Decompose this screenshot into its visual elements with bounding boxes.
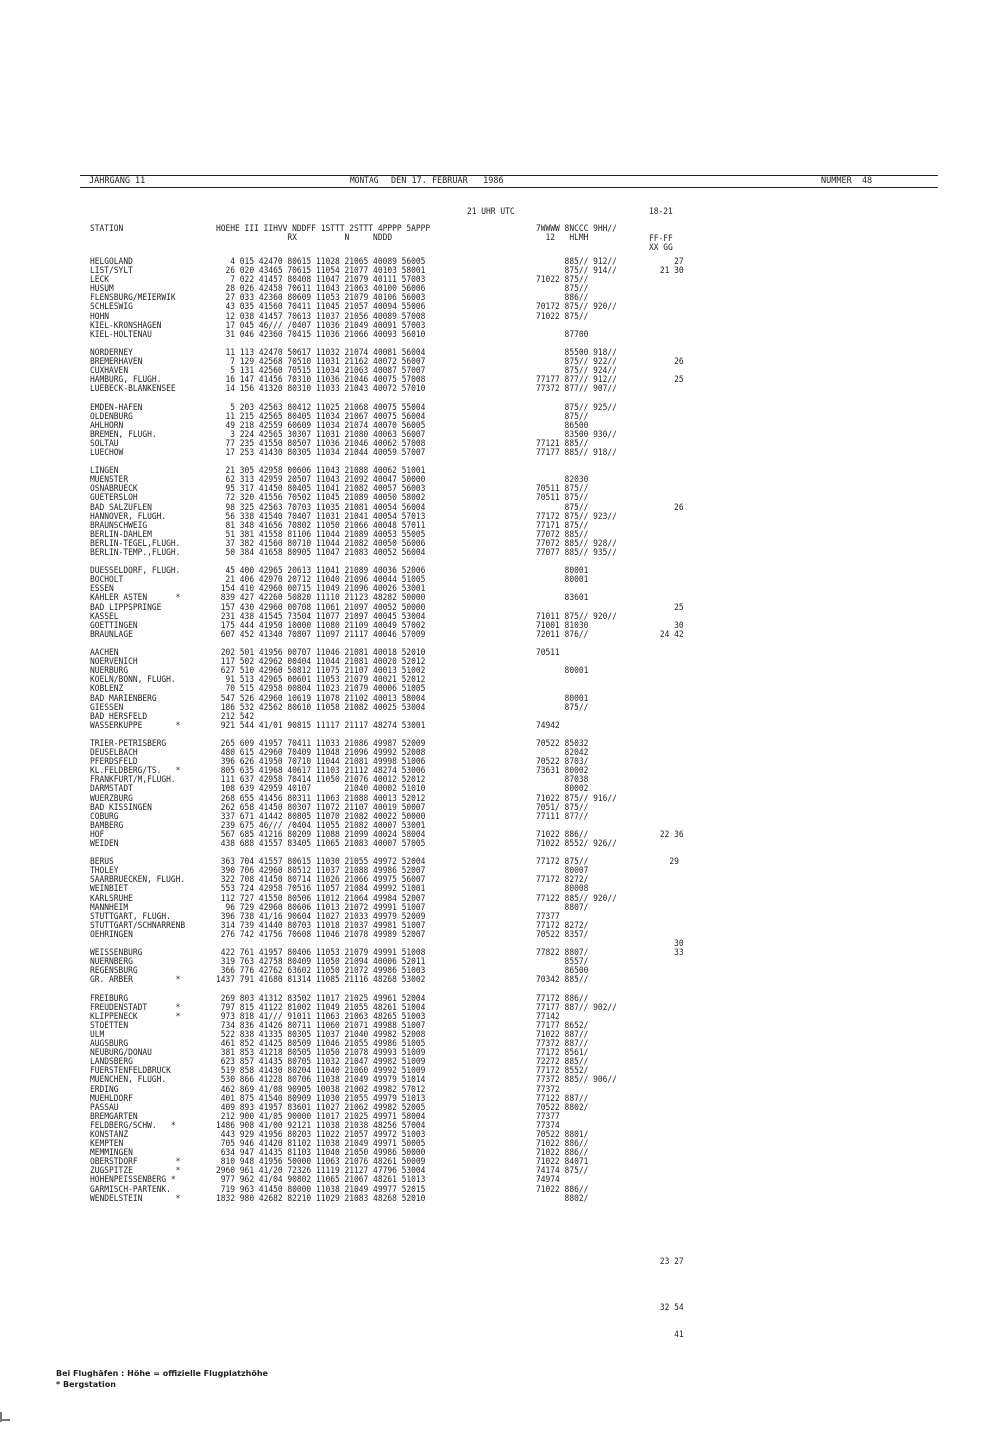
issue-weekday: MONTAG <box>350 176 379 186</box>
synop-groups: 885// 912// 875// 914// 71022 875// 875// 886// 70172 875// 920// 71022 875// 87700 85500 918// 875// 922// 875// 924// 77177 877// 912// 77372 877// 907// 875// 925// 875// 86500 83500 930// 77121 885// 77177 885// 918// 82030 70511 875// 70511 875// 875// 77172 875// 923// 77171 875// 77072 885// 77072 885// 928// 77077 885// 935// 80001 80001 83601 71011 875// 920// 71001 81030 72011 876// 70511 80001 80001 875// 74942 70522 85032 82042 70522 8703/ 73631 80002 87038 80002 71022 875// 916// 7051/ 875// 77111 877// 71022 886// 71022 8552/ 926// 77172 875// 80007 77172 8272/ 80008 77122 885// 920// 8807/ 77377 77172 8272/ 70522 8357/ 77822 8807/ 8557/ 86500 70342 885// 77172 886// 77177 887// 902// 77142 77177 8652/ 71022 887// 77372 887// 77172 8561/ 72272 885// 77172 8552/ 77372 885// 906// 77372 77122 887// 70522 8802/ 77377 77374 70522 8801/ 71022 886// 71022 886// 71022 84071 74174 875// 74974 71022 886// 8802/ <box>536 257 617 1204</box>
synop-column-header: 7WWWW 8NCCC 9HH// 12 HLMH <box>536 224 617 244</box>
observation-values: 4 015 42470 80615 11028 21065 40089 56005 26 020 43465 70615 11054 21077 40103 58001 7 022 41457 80408 11047 21079 40111 57003 28 026 42458 70611 11043 21063 40100 56006 27 033 42360 80609 11053 21079 40106 56003 43 035 41560 70411 11045 21057 40094 55006 12 038 41457 70613 11037 21056 40089 57008 17 045 46/// /0407 11036 21049 40091 57003 31 046 42360 70415 11036 21066 40093 56010 11 113 42470 50617 11032 21074 40081 56004 7 129 42568 70510 11031 21162 40072 56007 5 131 42560 70515 11034 21063 40087 57007 16 147 41456 70310 11036 21046 40075 57008 14 156 41320 80310 11033 21043 40072 57010 5 203 42563 80412 11025 21068 40075 55004 11 215 42565 80405 11034 21067 40075 56004 49 218 42559 60609 11034 21074 40070 56005 3 224 42565 30307 11031 21080 40063 56007 77 235 41550 80507 11036 21046 40062 57008 17 253 41430 80305 11034 21044 40059 57007 21 305 42958 00606 11043 21088 40062 51001 62 313 42959 20507 11043 21092 40047 50000 95 317 41450 80405 11041 21082 40057 56003 72 320 41556 70502 11045 21089 40050 58002 98 325 42563 70703 11035 21081 40054 56004 56 338 41540 70407 11031 21041 40054 57013 81 348 41656 70802 11050 21066 40048 57011 51 381 41558 81106 11044 21089 40053 55005 37 382 41560 80710 11044 21082 40050 56006 50 384 41658 80905 11047 21083 40052 56004 45 400 42965 20613 11041 21089 40036 52006 21 406 42970 20712 11040 21096 40044 51005 154 410 42960 00715 11049 21096 40026 53001 839 427 42260 50820 11110 21123 48282 50000 157 430 42960 00708 11061 21097 40052 50000 231 438 41545 73504 11077 21097 40045 53004 175 444 41950 10000 11080 21109 40049 57002 607 452 41340 70807 11097 21117 40046 57009 202 501 41956 00707 11046 21081 40018 52010 117 502 42962 00404 11044 21081 40020 52012 627 510 42960 50812 11075 21107 40013 51002 91 513 42965 00601 11053 21079 40021 52012 70 515 42958 00804 11023 21079 40006 51005 547 526 42960 10619 11078 21102 40013 58004 186 532 42562 80610 11058 21082 40025 53004 212 542 921 544 41/01 90815 11117 21117 48274 53001 265 609 41957 70411 11033 21086 49987 52009 480 615 42960 70409 11048 21096 49992 52008 396 626 41950 70710 11044 21081 49998 51006 805 635 41968 40617 11103 21112 48274 53006 111 637 42958 70414 11050 21076 40012 52012 108 639 42959 40107 21040 40002 51010 268 655 41456 80311 11063 21088 40013 52012 262 658 41450 80307 11072 21107 40019 50007 337 671 41442 80805 11070 21082 40022 50000 239 675 46/// /0404 11055 21082 40007 53001 567 685 41216 80209 11088 21099 40024 58004 438 688 41557 83405 11065 21083 40007 57005 363 704 41557 80615 11030 21055 49972 52004 390 706 42960 80512 11037 21088 49986 52007 322 708 41450 80714 11026 21066 49975 56007 553 724 42958 70516 11057 21084 49992 51001 112 727 41550 80506 11012 21064 49984 52007 96 729 42960 80606 11013 21072 49991 51007 396 738 41/16 90604 11027 21033 49979 52009 314 739 41440 80703 11018 21037 49981 51007 276 742 41756 70608 11046 21078 49989 52007 422 761 41957 80406 11053 21079 49991 51008 319 763 42758 80409 11050 21094 40006 52011 366 776 42762 63602 11050 21072 49986 51003 1437 791 41680 81314 11085 21116 48268 53002 269 803 41312 83502 11017 21025 49961 52004 797 815 41122 81002 11049 21055 48261 51004 973 818 41/// 91011 11063 21063 48265 51003 734 836 41426 80711 11060 21071 49988 51007 522 838 41335 80305 11037 21040 49982 52008 461 852 41425 80509 11046 21055 49986 51005 381 853 41218 80505 11050 21078 49993 51009 623 857 41435 80705 11032 21047 49982 51009 519 858 41430 80204 11040 21060 49992 51009 530 866 41228 80706 11038 21049 49979 51014 462 869 41/08 90905 10038 21002 49982 57012 401 875 41540 80909 11030 21055 49979 51013 409 893 41957 83601 11027 21062 49982 52005 212 900 41/05 90000 11017 21025 49971 58004 1486 908 41/00 92121 11038 21038 48256 57004 443 929 41956 80203 11022 21057 49972 51003 705 946 41420 81102 11038 21049 49971 50005 634 947 41435 81103 11040 21050 49986 50000 810 948 41956 50000 11063 21076 48261 50009 2960 961 41/20 72326 11119 21127 47796 53004 977 962 41/04 90802 11065 21067 48261 51013 719 963 41450 80000 11038 21049 49977 52015 1832 980 42682 82210 11029 21083 48268 52010 <box>216 257 426 1204</box>
issue-number: NUMMER 48 <box>821 176 873 186</box>
footnote-airport-height: Bei Flughäfen : Höhe = offizielle Flugplatzhöhe <box>56 1369 268 1378</box>
observation-time: 21 UHR UTC <box>467 207 515 217</box>
station-list: HELGOLAND LIST/SYLT LECK HUSUM FLENSBURG/MEIERWIK SCHLESWIG HOHN KIEL-KRONSHAGEN KIEL-HOLTENAU NORDERNEY BREMERHAVEN CUXHAVEN HAMBURG, FLUGH. LUEBECK-BLANKENSEE EMDEN-HAFEN OLDENBURG AHLHORN BREMEN, FLUGH. SOLTAU LUECHOW LINGEN MUENSTER OSNABRUECK GUETERSLOH BAD SALZUFLEN HANNOVER, FLUGH. BRAUNSCHWEIG BERLIN-DAHLEM BERLIN-TEGEL,FLUGH. BERLIN-TEMP.,FLUGH. DUESSELDORF, FLUGH. BOCHOLT ESSEN KAHLER ASTEN * BAD LIPPSPRINGE KASSEL GOETTINGEN BRAUNLAGE AACHEN NOERVENICH NUERBURG KOELN/BONN, FLUGH. KOBLENZ BAD MARIENBERG GIESSEN BAD HERSFELD WASSERKUPPE * TRIER-PETRISBERG DEUSELBACH PFERDSFELD KL.FELDBERG/TS. * FRANKFURT/M,FLUGH. DARMSTADT WUERZBURG BAD KISSINGEN COBURG BAMBERG HOF WEIDEN BERUS THOLEY SAARBRUECKEN, FLUGH. WEINBIET KARLSRUHE MANNHEIM STUTTGART, FLUGH. STUTTGART/SCHNARRENB OEHRINGEN WEISSENBURG NUERNBERG REGENSBURG GR. ARBER * FREIBURG FREUDENSTADT * KLIPPENECK * STOETTEN ULM AUGSBURG NEUBURG/DONAU LANDSBERG FUERSTENFELDBRUCK MUENCHEN, FLUGH. ERDING MUEHLDORF PASSAU BREMGARTEN FELDBERG/SCHW. * KONSTANZ KEMPTEN MEMMINGEN OBERSTDORF * ZUGSPITZE * HOHENPEISSENBERG * GARMISCH-PARTENK. WENDELSTEIN * <box>90 257 186 1204</box>
gust-column-header: 18-21 FF-FF XX GG <box>649 207 673 254</box>
bulletin-header <box>80 175 938 188</box>
issue-date: DEN 17. FEBRUAR 1986 <box>391 176 504 186</box>
volume-label: JAHRGANG 11 <box>89 176 146 186</box>
footnote-mountain-station: * Bergstation <box>56 1380 116 1389</box>
station-column-header: STATION <box>90 224 124 234</box>
scan-edge-mark <box>0 1412 2 1422</box>
gust-values: 27 21 30 26 25 26 25 30 24 42 22 36 29 30 33 23 27 32 54 41 <box>659 257 684 1341</box>
observation-column-header: HOEHE III IIHVV NDDFF 1STTT 2STTT 4PPPP 5APPP RX N NDDD <box>216 224 431 244</box>
